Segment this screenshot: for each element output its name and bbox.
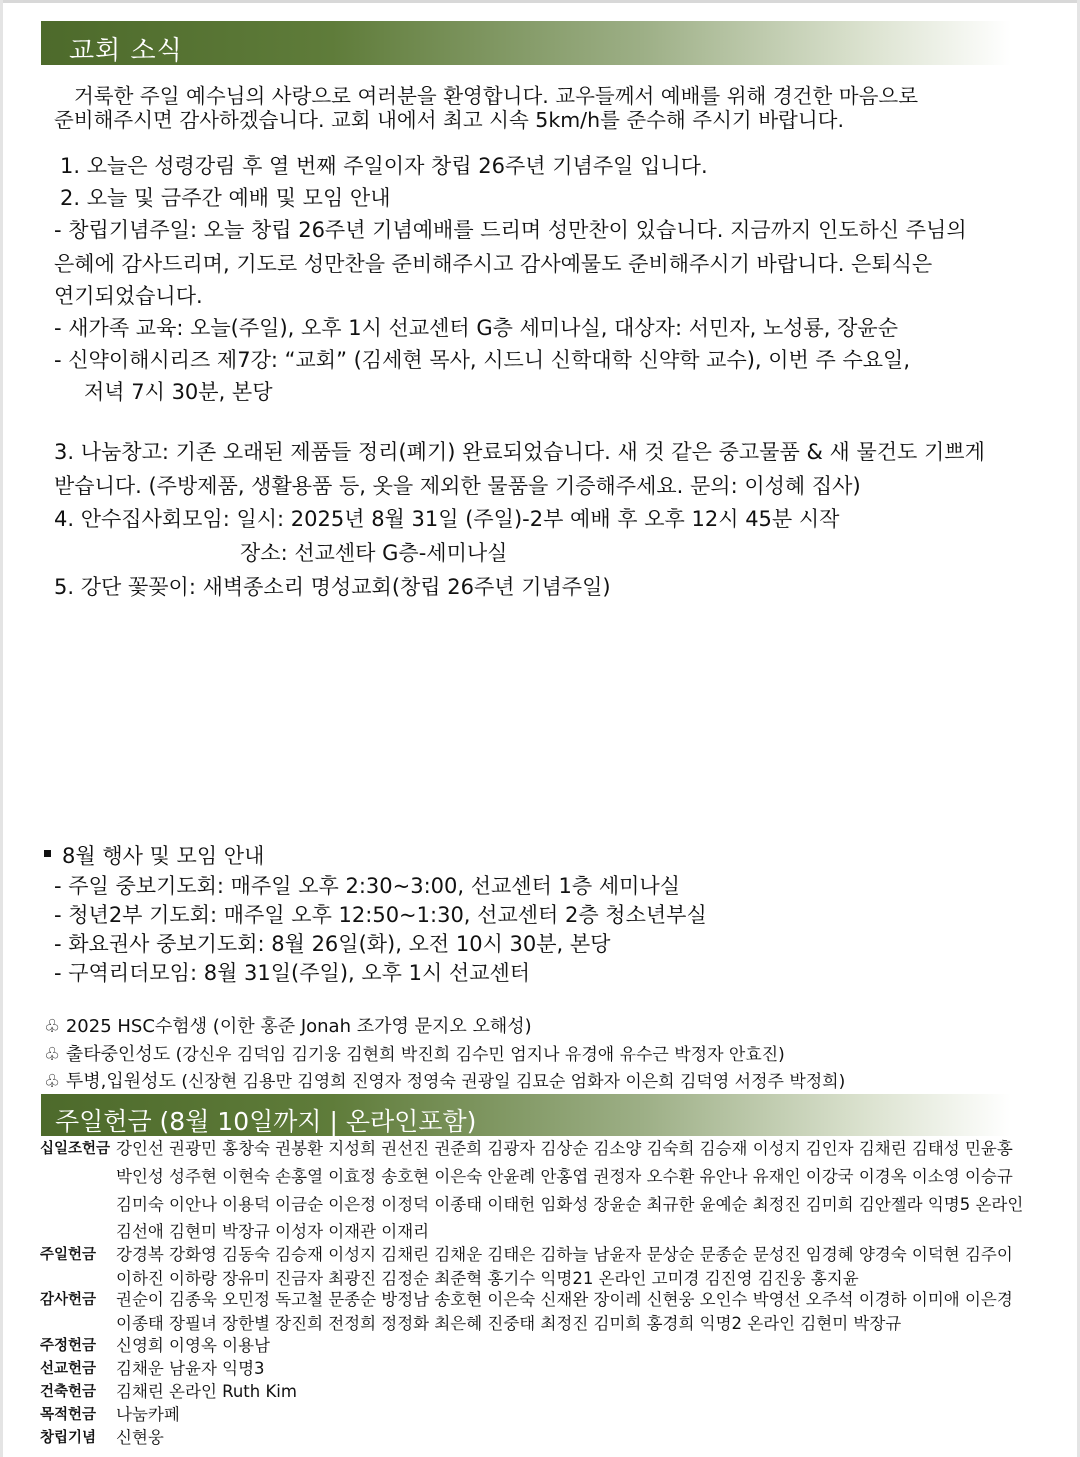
news-item-4-place: 장소: 선교센타 G층-세미나실 xyxy=(240,541,508,565)
august-event-1: - 주일 중보기도회: 매주일 오후 2:30~3:00, 선교센터 1층 세미나실 xyxy=(54,874,681,898)
august-event-4: - 구역리더모임: 8월 31일(주일), 오후 1시 선교센터 xyxy=(54,961,531,985)
purpose-offering-label: 목적헌금 xyxy=(40,1407,97,1423)
news-item-2: 2. 오늘 및 금주간 예배 및 모임 안내 xyxy=(60,186,391,210)
august-event-3: - 화요권사 중보기도회: 8월 26일(화), 오전 10시 30분, 본당 xyxy=(54,932,611,956)
news-item-2a-line1: - 창립기념주일: 오늘 창립 26주년 기념예배를 드리며 성만찬이 있습니다. 지금까지 인도하신 주님의 xyxy=(54,218,967,242)
tithe-label: 십일조헌금 xyxy=(40,1141,111,1157)
page-border-left xyxy=(0,0,3,1457)
hsc-students: ♧ 2025 HSC수험생 (이한 홍준 Jonah 조가영 문지오 오해성) xyxy=(44,1016,532,1037)
anniversary-offering-label: 창립기념 xyxy=(40,1430,97,1446)
purpose-offering-names: 나눔카페 xyxy=(116,1405,180,1424)
offering-title: 주일헌금 (8월 10일까지 | 온라인포함) xyxy=(55,1107,477,1136)
sunday-offering-label: 주일헌금 xyxy=(40,1247,97,1263)
anniversary-offering-names: 신현웅 xyxy=(116,1428,164,1447)
sick-members xyxy=(44,1067,845,1093)
august-events-title: 8월 행사 및 모임 안내 xyxy=(62,844,265,868)
sunday-offering-names-2: 이하진 이하랑 장유미 진금자 최광진 김정순 최준혁 홍기수 익명21 온라인 고미경 김진영 김진웅 홍지윤 xyxy=(116,1269,859,1288)
news-item-2c-line1: - 신약이해시리즈 제7강: “교회” (김세현 목사, 시드니 신학대학 신약학 교수), 이번 주 수요일, xyxy=(54,348,911,372)
news-item-3-line2: 받습니다. (주방제품, 생활용품 등, 옷을 제외한 물품을 기증해주세요. 문의: 이성혜 집사) xyxy=(54,474,861,498)
august-event-2: - 청년2부 기도회: 매주일 오후 12:50~1:30, 선교센터 2층 청소년부실 xyxy=(54,903,707,927)
mission-offering-names: 김채운 남윤자 익명3 xyxy=(116,1359,265,1378)
building-offering-names: 김채린 온라인 Ruth Kim xyxy=(116,1382,297,1401)
news-item-2a-line2: 은혜에 감사드리며, 기도로 성만찬을 준비해주시고 감사예물도 준비해주시기 바랍니다. 은퇴식은 xyxy=(54,252,933,276)
thanks-offering-label: 감사헌금 xyxy=(40,1292,97,1308)
news-item-2b: - 새가족 교육: 오늘(주일), 오후 1시 선교센터 G층 세미나실, 대상자: 서민자, 노성룡, 장윤순 xyxy=(54,316,898,340)
tithe-names-2: 박인성 성주현 이현숙 손홍열 이효정 송호현 이은숙 안윤례 안홍엽 권정자 오수환 유안나 유재인 이강국 이경옥 이소영 이승규 xyxy=(116,1167,1013,1186)
news-item-2a-line3: 연기되었습니다. xyxy=(54,284,203,308)
church-news-title: 교회 소식 xyxy=(69,36,183,66)
thanks-offering-names-2: 이종태 장필녀 장한별 장진희 전정희 정정화 최은혜 진중태 최정진 김미희 홍경희 익명2 온라인 김현미 박장규 xyxy=(116,1314,902,1333)
travelling-names: (강신우 김덕임 김기웅 김현희 박진희 김수민 엄지나 유경애 유수근 박정자 안효진) xyxy=(170,1045,785,1065)
news-item-3-line1: 3. 나눔창고: 기존 오래된 제품들 정리(폐기) 완료되었습니다. 새 것 같은 중고물품 & 새 물건도 기쁘게 xyxy=(54,440,985,464)
tithe-names-4: 김선애 김현미 박장규 이성자 이재관 이재리 xyxy=(116,1222,430,1241)
august-bullet-icon xyxy=(44,850,51,857)
monthly-offering-names: 신영희 이영옥 이용남 xyxy=(116,1336,270,1355)
sick-names: (신장현 김용만 김영희 진영자 정영숙 권광일 김묘순 엄화자 이은희 김덕영 서정주 박정희) xyxy=(175,1072,846,1092)
sick-label: ♧ 투병,입원성도 xyxy=(44,1071,176,1092)
tithe-names-1: 강인선 권광민 홍창숙 권봉환 지성희 권선진 권준희 김광자 김상순 김소양 김숙희 김승재 이성지 김인자 김채린 김태성 민윤홍 xyxy=(116,1139,1013,1158)
sunday-offering-names-1: 강경복 강화영 김동숙 김승재 이성지 김채린 김채운 김태은 김하늘 남윤자 문상순 문종순 문성진 임경혜 양경숙 이덕현 김주이 xyxy=(116,1245,1013,1264)
mission-offering-label: 선교헌금 xyxy=(40,1361,97,1377)
page-border-top xyxy=(0,0,1080,3)
intro-line-2: 준비해주시면 감사하겠습니다. 교회 내에서 최고 시속 5km/h를 준수해 주시기 바랍니다. xyxy=(54,108,844,132)
news-item-2c-line2: 저녁 7시 30분, 본당 xyxy=(84,380,273,404)
offering-header xyxy=(41,1094,1011,1136)
thanks-offering-names-1: 권순이 김종욱 오민정 독고철 문종순 방정남 송호현 이은숙 신재완 장이레 신현웅 오인수 박영선 오주석 이경하 이미애 이은경 xyxy=(116,1290,1013,1309)
intro-line-1: 거룩한 주일 예수님의 사랑으로 여러분을 환영합니다. 교우들께서 예배를 위해 경건한 마음으로 xyxy=(74,84,918,108)
travelling-label: ♧ 출타중인성도 xyxy=(44,1044,171,1065)
church-news-header xyxy=(41,21,1011,65)
monthly-offering-label: 주정헌금 xyxy=(40,1338,97,1354)
building-offering-label: 건축헌금 xyxy=(40,1384,97,1400)
travelling-members xyxy=(44,1040,785,1066)
tithe-names-3: 김미숙 이안나 이용덕 이금순 이은정 이정덕 이종태 이태헌 임화성 장윤순 최규한 윤예순 최정진 김미희 김안젤라 익명5 온라인 xyxy=(116,1195,1024,1214)
news-item-1: 1. 오늘은 성령강림 후 열 번째 주일이자 창립 26주년 기념주일 입니다. xyxy=(60,154,708,178)
news-item-4: 4. 안수집사회모임: 일시: 2025년 8월 31일 (주일)-2부 예배 후 오후 12시 45분 시작 xyxy=(54,507,840,531)
news-item-5: 5. 강단 꽃꽂이: 새벽종소리 명성교회(창립 26주년 기념주일) xyxy=(54,575,611,599)
